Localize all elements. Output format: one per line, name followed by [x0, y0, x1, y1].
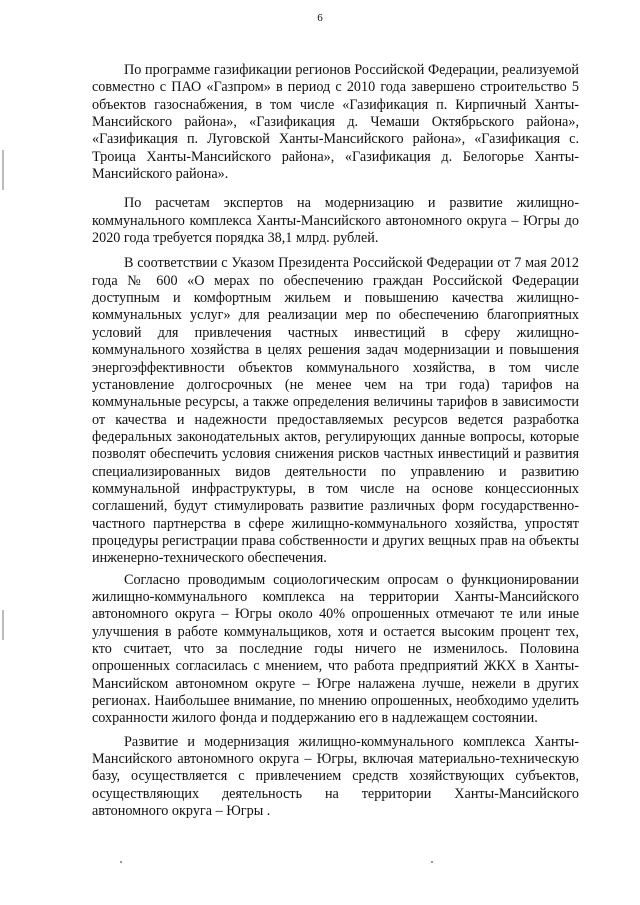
- scan-artifact-dot: [431, 861, 433, 863]
- paragraph-presidential-decree: В соответствии с Указом Президента Российской Федерации от 7 мая 2012 года № 600 «О мерах по обеспечению граждан Российской Федерации доступным и комфортным жильем и повышению качества жилищно-коммунальных услуг» для реализации мер по обеспечению благоприятных условий для привлечения частных инвестиций в сферу жилищно-коммунального хозяйства в целях решения задач модернизации и повышения энергоэффективности объектов коммунального хозяйства, в том числе установление долгосрочных (не менее чем на три года) тарифов на коммунальные ресурсы, а также определения величины тарифов в зависимости от качества и надежности предоставляемых ресурсов ведется разработка федеральных законодательных актов, регулирующих данные вопросы, которые позволят обеспечить условия снижения рисков частных инвестиций и развития специализированных видов деятельности по управлению и развитию коммунальной инфраструктуры, в том числе на основе концессионных соглашений, будут стимулировать развитие различных форм государственно-частного партнерства в сфере жилищно-коммунального хозяйства, упростят процедуры регистрации права собственности и других вещных прав на объекты инженерно-технического обеспечения.: [92, 255, 579, 567]
- scan-artifact-dot: [120, 861, 122, 863]
- scan-edge-mark: [2, 150, 4, 190]
- paragraph-sociological-survey: Согласно проводимым социологическим опросам о функционировании жилищно-коммунального комплекса на территории Ханты-Мансийского автономного округа – Югры около 40% опрошенных отмечают те или иные улучшения в работе коммунальщиков, хотя и остается высоким процент тех, кто считает, что за последние годы ничего не изменилось. Половина опрошенных согласилась с мнением, что работа предприятий ЖКХ в Ханты-Мансийском автономном округе – Югре налажена лучше, нежели в других регионах. Наибольшее внимание, по мнению опрошенных, необходимо уделить сохранности жилого фонда и поддержанию его в надлежащем состоянии.: [92, 571, 579, 727]
- paragraph-gasification: По программе газификации регионов Российской Федерации, реализуемой совместно с ПАО «Газпром» в период с 2010 года завершено строительство 5 объектов газоснабжения, в том числе «Газификация п. Кирпичный Ханты-Мансийского района», «Газификация д. Чемаши Октябрьского района», «Газификация п. Луговской Ханты-Мансийского района», «Газификация с. Троица Ханты-Мансийского района», «Газификация д. Белогорье Ханты-Мансийского района».: [92, 62, 579, 183]
- scan-edge-mark: [2, 610, 4, 640]
- paragraph-expert-estimate: По расчетам экспертов на модернизацию и развитие жилищно-коммунального комплекса Ханты-Мансийского автономного округа – Югры до 2020 года требуется порядка 38,1 млрд. рублей.: [92, 195, 579, 247]
- page-number: 6: [317, 12, 323, 24]
- paragraph-development-modernization: Развитие и модернизация жилищно-коммунального комплекса Ханты-Мансийского автономного округа – Югры, включая материально-техническую базу, осуществляется с привлечением средств хозяйствующих субъектов, осуществляющих деятельность на территории Ханты-Мансийского автономного округа – Югры .: [92, 733, 579, 820]
- document-body: [92, 62, 579, 832]
